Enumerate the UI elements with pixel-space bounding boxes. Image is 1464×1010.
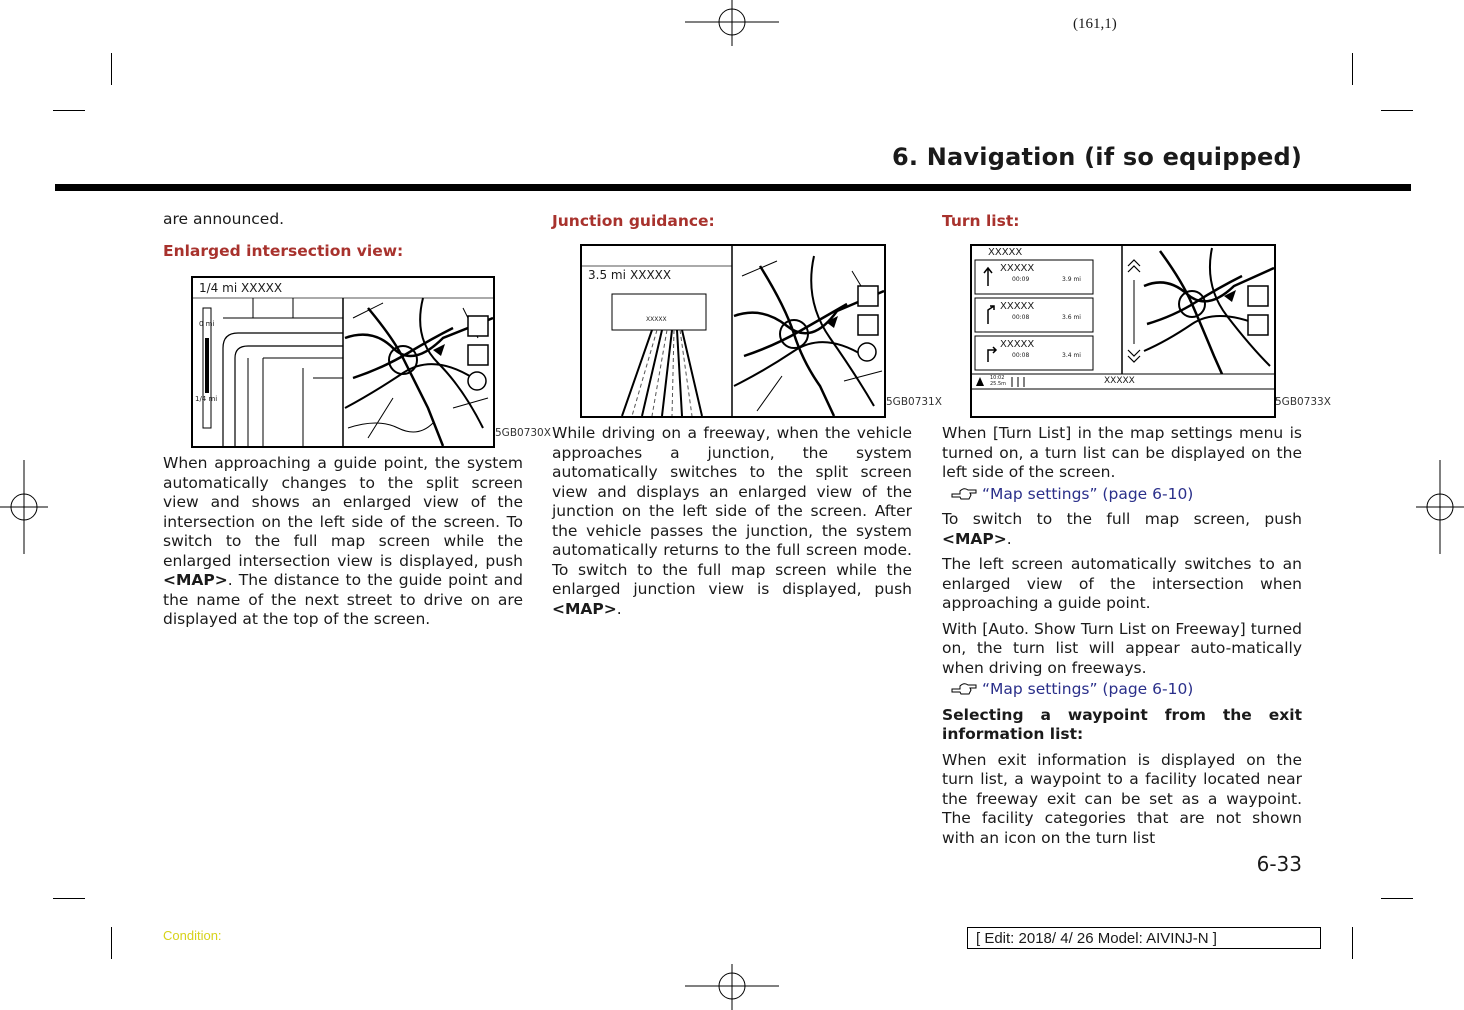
turn-list-item-2-time: 00:08: [1012, 314, 1030, 321]
figure-code: 5GB0733X: [1275, 396, 1331, 408]
turn-list-item-1-dist: 3.9 mi: [1062, 276, 1081, 283]
condition-label: Condition:: [163, 928, 222, 943]
column-3: [942, 212, 1302, 238]
figure-distance: 3.5 mi: [588, 268, 626, 282]
figure-street: XXXXX: [241, 281, 283, 295]
exit-information-heading: Selecting a waypoint from the exit information list:: [942, 705, 1302, 743]
junction-guidance-paragraph: While driving on a freeway, when the vehicle approaches a junction, the system automatically switches to the split screen view and displays an enlarged view of the junction on the left side of the screen. After the vehicle passes the junction, the system automatically returns to the full screen mode. To switch to the full map screen while the enlarged junction view is displayed, push <MAP>.: [552, 424, 912, 618]
junction-sign: XXXXX: [646, 316, 667, 323]
figure-street: XXXXX: [630, 268, 672, 282]
column-2-body: [552, 424, 912, 625]
turn-list-paragraph-5: When exit information is displayed on the turn list, a waypoint to a facility located near the freeway exit can be set as a waypoint. The facility categories that are not shown with an icon on the turn list: [942, 750, 1302, 847]
figure-junction-guidance: [580, 244, 886, 418]
registration-mark-left: [0, 460, 48, 554]
turn-list-paragraph-4: With [Auto. Show Turn List on Freeway] turned on, the turn list will appear auto-matically when driving on freeways.: [942, 619, 1302, 677]
page-code: (161,1): [1073, 16, 1117, 32]
header-rule: [55, 184, 1411, 191]
intersection-map-illustration: [193, 278, 493, 446]
map-settings-link-2[interactable]: “Map settings” (page 6-10): [942, 680, 1302, 700]
turn-list-top-item: XXXXX: [988, 247, 1023, 258]
turn-list-item-1-name: XXXXX: [1000, 263, 1035, 274]
page-number: 6-33: [1256, 852, 1302, 876]
figure-turn-list: [970, 244, 1276, 418]
column-3-body: [942, 424, 1302, 854]
bottom-time: 10:02: [990, 375, 1005, 381]
turn-list-paragraph-2: To switch to the full map screen, push <MAP>.: [942, 510, 1302, 548]
junction-map-illustration: [582, 246, 884, 416]
turn-list-heading: Turn list:: [942, 212, 1020, 230]
turn-list-paragraph-1: When [Turn List] in the map settings menu is turned on, a turn list can be displayed on the left side of the screen.: [942, 424, 1302, 481]
enlarged-intersection-heading: Enlarged intersection view:: [163, 241, 404, 260]
figure-code: 5GB0730X: [495, 427, 551, 439]
turn-list-item-2-name: XXXXX: [1000, 301, 1035, 312]
column-1-body: [163, 454, 523, 636]
section-title: 6. Navigation (if so equipped): [891, 143, 1302, 171]
column-1: [163, 210, 523, 267]
junction-guidance-heading: Junction guidance:: [552, 212, 715, 230]
intro-text: are announced.: [163, 210, 285, 228]
scale-bottom-label: 1/4 mi: [195, 395, 218, 403]
figure-code: 5GB0731X: [886, 396, 942, 408]
turn-list-item-2-dist: 3.6 mi: [1062, 314, 1081, 321]
scale-top-label: 0 mi: [199, 320, 215, 328]
turn-list-item-3-time: 00:08: [1012, 352, 1030, 359]
registration-mark-right: [1416, 460, 1464, 554]
turn-list-paragraph-3: The left screen automatically switches to an enlarged view of the intersection when approaching a guide point.: [942, 555, 1302, 612]
figure-enlarged-intersection: [191, 276, 495, 448]
map-settings-link-1[interactable]: “Map settings” (page 6-10): [942, 485, 1302, 505]
enlarged-intersection-paragraph: When approaching a guide point, the system automatically changes to the split screen view and shows an enlarged view of the intersection on the left side of the screen. To switch to the full map screen while the enlarged intersection view is displayed, push <MAP>. The distance to the guide point and the name of the next street to drive on are displayed at the top of the screen.: [163, 454, 523, 628]
registration-mark-top: [685, 0, 779, 48]
pointing-hand-icon: [950, 680, 978, 696]
bottom-dist: 25.5m: [990, 381, 1007, 387]
turn-list-item-1-time: 00:09: [1012, 276, 1030, 283]
bottom-street: XXXXX: [1104, 376, 1135, 386]
figure-distance: 1/4 mi: [199, 281, 238, 295]
edit-info: [ Edit: 2018/ 4/ 26 Model: AIVINJ-N ]: [967, 927, 1321, 949]
column-2: [552, 212, 912, 238]
turn-list-item-3-dist: 3.4 mi: [1062, 352, 1081, 359]
pointing-hand-icon: [950, 485, 978, 501]
registration-mark-bottom: [685, 962, 779, 1010]
turn-list-item-3-name: XXXXX: [1000, 339, 1035, 350]
